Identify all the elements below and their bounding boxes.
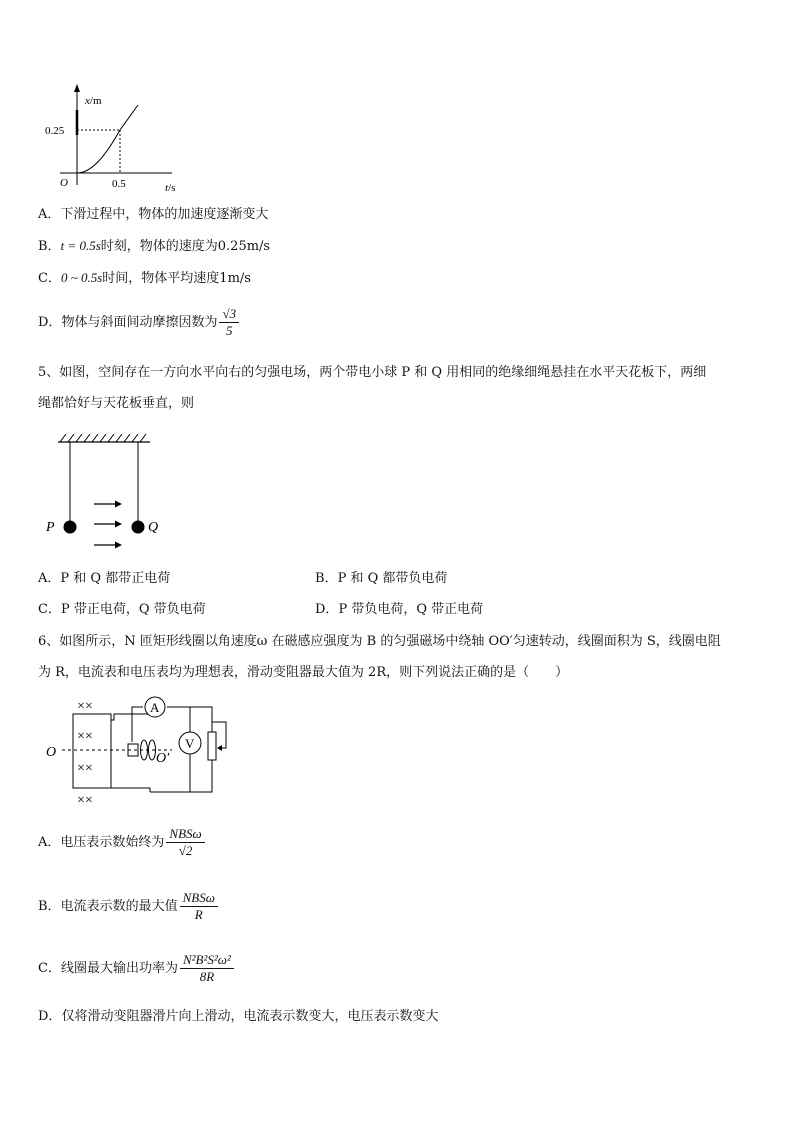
ammeter-label: A [150, 700, 160, 715]
q4-option-b [38, 237, 270, 256]
q6-option-b [38, 890, 218, 923]
q4-option-a [38, 206, 268, 224]
option-text: P 和 Q 都带正电荷 [60, 571, 171, 586]
option-letter: B． [315, 571, 338, 586]
coil [73, 714, 111, 788]
option-letter: B． [38, 239, 61, 254]
option-text: 下滑过程中，物体的加速度逐渐变大 [60, 207, 269, 222]
fraction-denominator: R [194, 907, 203, 922]
coil-lead-upper [111, 708, 150, 720]
option-text: 仅将滑动变阻器滑片向上滑动，电流表示数变大，电压表示数变大 [61, 1009, 439, 1024]
rheostat [208, 732, 216, 760]
q5-figure [40, 430, 170, 555]
y-axis-arrow [74, 84, 80, 92]
q5-stem-line1: 5、如图，空间存在一方向水平向右的匀强电场，两个带电小球 P 和 Q 用相同的绝缘细绳悬挂在水平天花板下，两细 [38, 365, 707, 380]
fraction [180, 890, 218, 923]
xt-curve [77, 105, 138, 173]
voltmeter-label: V [185, 736, 195, 751]
q4-option-d [38, 306, 239, 339]
field-cross-row: ×× [77, 729, 93, 744]
rheostat-slider-arrow [217, 745, 222, 751]
y-axis-label: x/m [85, 95, 102, 107]
option-letter: C． [38, 271, 61, 286]
option-text: 线圈最大输出功率为 [60, 961, 178, 976]
coil-lead-lower [111, 788, 150, 792]
option-letter: C． [38, 961, 61, 976]
y-tick-label: 0.25 [45, 125, 65, 137]
option-text: P 带负电荷，Q 带正电荷 [338, 602, 484, 617]
fraction [166, 826, 204, 859]
option-letter: B． [38, 899, 61, 914]
option-math: t = 0.5s [60, 238, 101, 253]
field-cross-row: ×× [77, 793, 93, 808]
x-axis-label: t/s [165, 182, 176, 194]
option-text: 电流表示数的最大值 [60, 899, 178, 914]
fraction-numerator: N²B²S²ω² [180, 952, 234, 969]
ceiling-hatch [60, 434, 146, 442]
option-letter: D． [38, 315, 62, 330]
field-cross-row: ×× [77, 761, 93, 776]
q6-option-a [38, 826, 205, 859]
field-cross-row: ×× [77, 699, 93, 714]
axis-label-o-prime: O′ [156, 751, 170, 766]
q6-option-d [38, 1008, 438, 1026]
q6-stem-line1: 6、如图所示，N 匝矩形线圈以角速度ω 在磁感应强度为 B 的匀强磁场中绕轴 OO′匀速转动，线圈面积为 S，线圈电阻 [38, 634, 721, 649]
option-math: 0 ~ 0.5s [60, 270, 103, 285]
q5-stem-line2: 绳都恰好与天花板垂直，则 [38, 396, 195, 411]
q4-option-c [38, 269, 251, 288]
xt-graph [40, 80, 190, 200]
fraction-denominator: 5 [226, 323, 233, 338]
option-letter: D． [315, 602, 339, 617]
label-p: P [46, 520, 55, 535]
axis-label-o: O [46, 745, 57, 760]
q6-option-c [38, 952, 234, 985]
ball-p [64, 521, 77, 534]
origin-label: O [60, 177, 68, 189]
field-arrows [94, 501, 122, 549]
option-letter: A． [38, 571, 61, 586]
q6-circuit-figure [40, 692, 240, 812]
q5-option-c [38, 601, 206, 619]
option-letter: A． [38, 835, 61, 850]
ball-q [132, 521, 145, 534]
q5-option-d [315, 601, 483, 619]
fraction-numerator: √3 [219, 306, 239, 323]
option-text: 物体与斜面间动摩擦因数为 [61, 315, 218, 330]
option-letter: C． [38, 602, 61, 617]
option-letter: A． [38, 207, 61, 222]
option-text: P 和 Q 都带负电荷 [337, 571, 448, 586]
fraction-denominator: √2 [178, 843, 193, 858]
fraction-numerator: NBSω [180, 890, 218, 907]
fraction-numerator: NBSω [166, 826, 204, 843]
q6-stem-line2: 为 R，电流表和电压表均为理想表，滑动变阻器最大值为 2R，则下列说法正确的是（ ） [38, 665, 569, 680]
option-letter: D． [38, 1009, 62, 1024]
fraction [180, 952, 234, 985]
fraction [219, 306, 239, 339]
option-text: P 带正电荷，Q 带负电荷 [60, 602, 206, 617]
option-text: 电压表示数始终为 [60, 835, 165, 850]
option-text: 时刻，物体的速度为0.25m/s [100, 239, 271, 254]
q5-option-b [315, 570, 447, 588]
q5-option-a [38, 570, 170, 588]
x-tick-label: 0.5 [112, 178, 126, 190]
option-text: 时间，物体平均速度1m/s [102, 271, 251, 286]
fraction-denominator: 8R [199, 969, 215, 984]
label-q: Q [148, 520, 159, 535]
